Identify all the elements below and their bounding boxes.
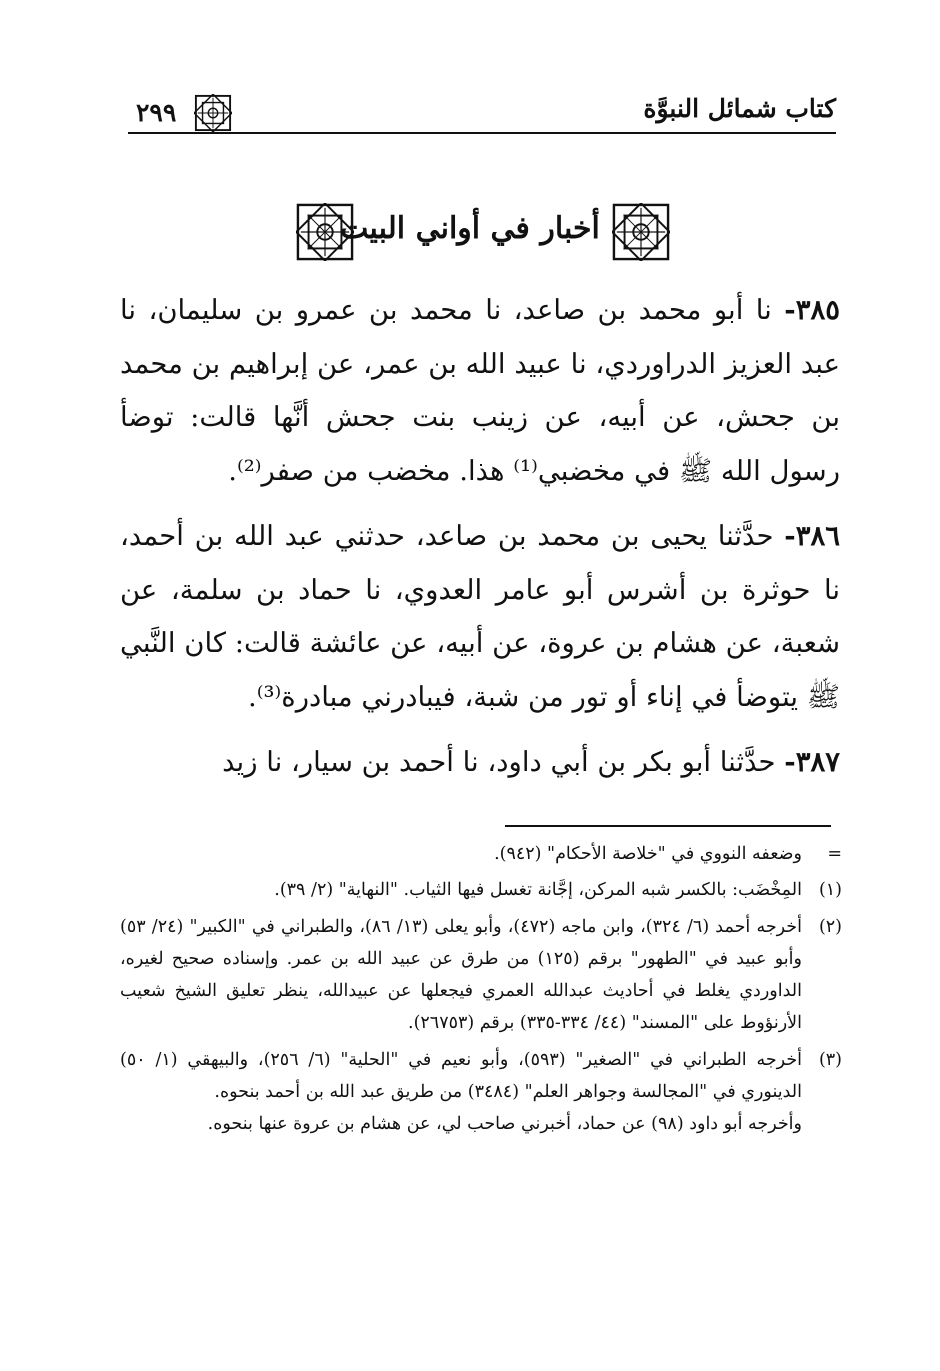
star-rosette-ornament-icon — [296, 203, 354, 261]
footnote — [120, 874, 842, 906]
hadith-text: حدَّثنا يحيى بن محمد بن صاعد، حدثني عبد الله بن أحمد، نا حوثرة بن أشرس أبو عامر العدوي، نا حماد بن سلمة، عن شعبة، عن هشام بن عروة، عن أبيه، عن عائشة قالت: كان النَّبي ﷺ يتوضأ في إناء أو تور من شبة، فيبادرني مبادرة⁽³⁾. — [120, 520, 840, 713]
footnote-separator — [505, 825, 831, 827]
footnote-continuation: وأخرجه أبو داود (٩٨) عن حماد، أخبرني صاحب لي، عن هشام بن عروة عنها بنحوه. — [207, 1114, 802, 1135]
hadith-number: ٣٨٦- — [784, 520, 840, 552]
hadith-paragraph — [120, 284, 840, 498]
hadith-number: ٣٨٧- — [784, 746, 840, 778]
hadith-paragraph — [120, 736, 840, 790]
footnote-text: أخرجه الطبراني في "الصغير" (٥٩٣)، وأبو نعيم في "الحلية" (٦/ ٢٥٦)، والبيهقي (١/ ٥٠) الدينوري في "المجالسة وجواهر العلم" (٣٤٨٤) من طريق عبد الله بن أحمد بنحوه. — [120, 1049, 802, 1103]
footnote-text: أخرجه أحمد (٦/ ٣٢٤)، وابن ماجه (٤٧٢)، وأبو يعلى (١٣/ ٨٦)، والطبراني في "الكبير" (٢٤/ ٥٣) وأبو عبيد في "الطهور" برقم (١٢٥) من طرق عن عبيد الله بن عمر. وإسناده صحيح لغيره، الداوردي يغلط في أحاديث عبدالله العمري فيجعلها عن عبيدالله، ينظر تعليق الشيخ شعيب الأرنؤوط على "المسند" (٤٤/ ٣٣٤-٣٣٥) برقم (٢٦٧٥٣). — [120, 916, 802, 1034]
hadith-number: ٣٨٥- — [784, 294, 841, 326]
footnote-text: وضعفه النووي في "خلاصة الأحكام" (٩٤٢). — [494, 844, 802, 864]
footnote — [120, 838, 842, 870]
running-header — [128, 92, 836, 140]
star-rosette-ornament-icon — [194, 94, 232, 132]
hadith-text: حدَّثنا أبو بكر بن أبي داود، نا أحمد بن سيار، نا زيد — [222, 746, 776, 778]
footnote-mark: (٢) — [818, 916, 842, 937]
footnote-text: المِخْضَب: بالكسر شبه المركن، إجَّانة تغسل فيها الثياب. "النهاية" (٢/ ٣٩). — [274, 880, 802, 901]
header-rule — [128, 132, 836, 134]
hadith-paragraph — [120, 510, 840, 724]
chapter-heading — [0, 203, 940, 267]
hadith-text: نا أبو محمد بن صاعد، نا محمد بن عمرو بن سليمان، نا عبد العزيز الدراوردي، نا عبيد الله بن عمر، عن إبراهيم بن محمد بن جحش، عن أبيه، عن زينب بنت جحش أنَّها قالت: توضأ رسول الله ﷺ في مخضبي⁽¹⁾ هذا. مخضب من صفر⁽²⁾. — [120, 294, 840, 487]
page-number: ٢٩٩ — [136, 98, 177, 127]
main-text — [120, 284, 840, 802]
footnote — [120, 1044, 842, 1109]
page-number-box — [128, 92, 248, 136]
footnote-mark: = — [827, 844, 842, 864]
footnote-mark: (٣) — [818, 1049, 842, 1070]
footnote-mark: (١) — [818, 880, 842, 901]
footnotes — [120, 838, 842, 1141]
chapter-title: أخبار في أواني البيت — [340, 211, 600, 246]
star-rosette-ornament-icon — [612, 203, 670, 261]
book-title: كتاب شمائل النبوَّة — [643, 94, 836, 123]
footnote — [120, 911, 842, 1040]
